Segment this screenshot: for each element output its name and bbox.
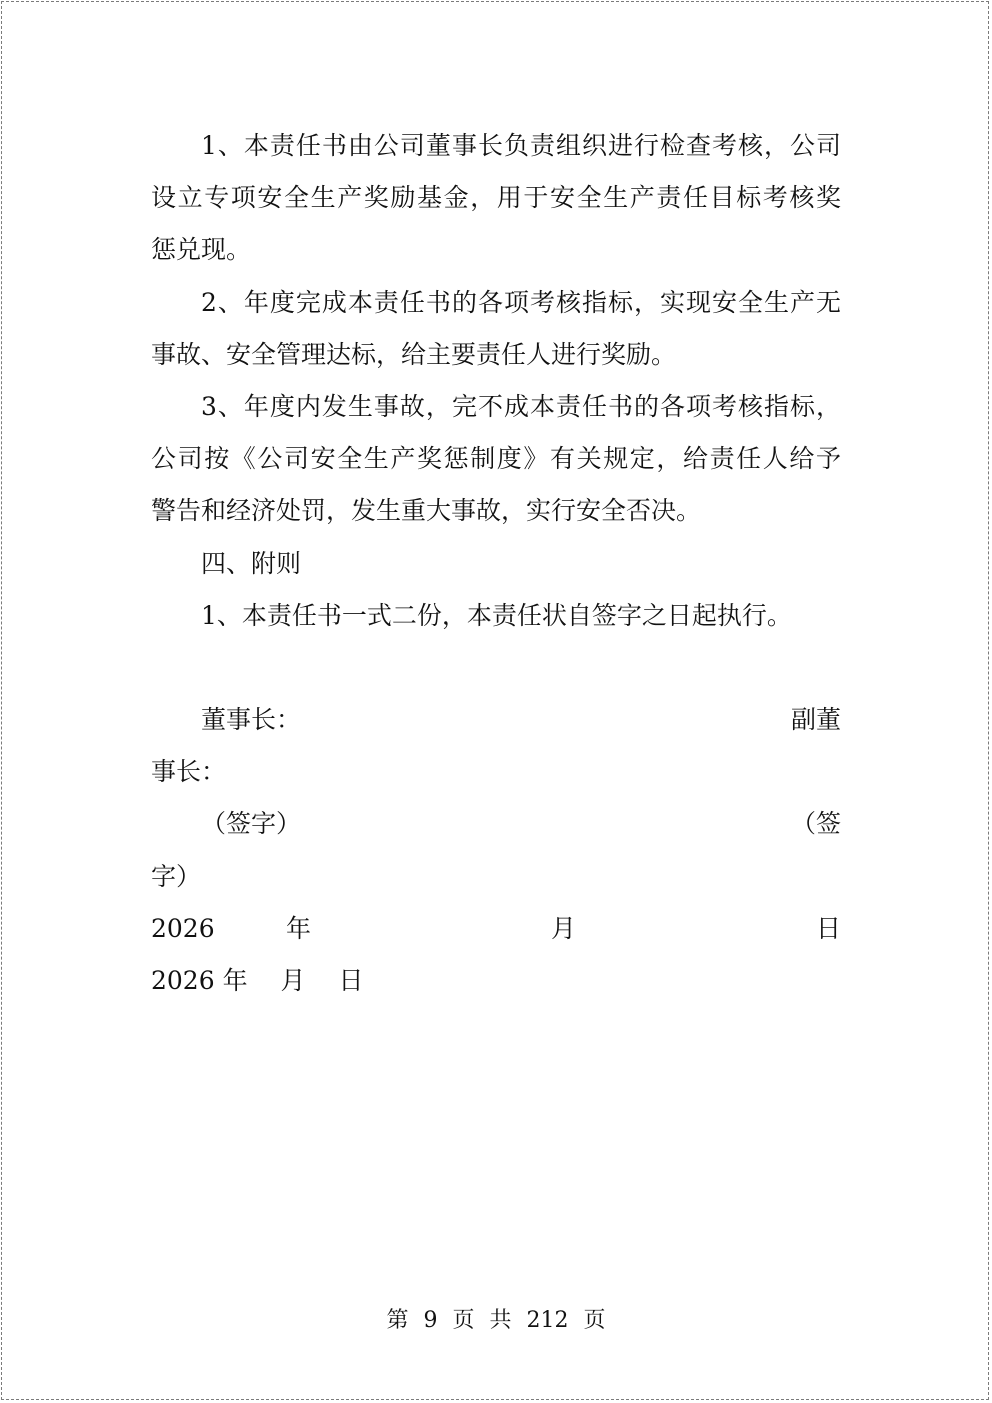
- sign-left: （签字）: [201, 809, 302, 839]
- document-body: [151, 120, 841, 1007]
- date-1-year-group: [151, 903, 311, 955]
- paragraph-2-line-1: 2、年度完成本责任书的各项考核指标，实现安全生产无: [201, 287, 841, 317]
- date-1-day-unit: 日: [815, 913, 841, 943]
- date-1-month-unit: 月: [550, 913, 576, 943]
- paragraph-1-line-3: 惩兑现。: [151, 235, 252, 265]
- sign-right-part2: 字）: [151, 861, 202, 891]
- vice-chairman-label-part2: 事长：: [151, 757, 227, 787]
- paragraph-3-line-3: 警告和经济处罚，发生重大事故，实行安全否决。: [151, 496, 702, 526]
- paragraph-3-line-1: 3、年度内发生事故，完不成本责任书的各项考核指标，: [201, 391, 841, 421]
- paragraph-2-line-2: 事故、安全管理达标，给主要责任人进行奖励。: [151, 339, 677, 369]
- date-row-2: 2026 年 月 日: [151, 966, 364, 995]
- paragraph-3-line-2: 公司按《公司安全生产奖惩制度》有关规定，给责任人给予: [151, 444, 841, 474]
- section-heading: 四、附则: [201, 548, 302, 578]
- chairman-label: 董事长：: [201, 705, 302, 735]
- paragraph-1-line-1: 1、本责任书由公司董事长负责组织进行检查考核，公司: [201, 131, 841, 160]
- page-footer: 第 9 页 共 212 页: [386, 1308, 606, 1333]
- vice-chairman-label-part1: 副董: [790, 705, 841, 735]
- paragraph-1-line-2: 设立专项安全生产奖励基金，用于安全生产责任目标考核奖: [151, 183, 841, 213]
- appendix-item-1: 1、本责任书一式二份，本责任状自签字之日起执行。: [201, 600, 792, 630]
- date-row-1: [151, 903, 841, 955]
- date-1-year-unit: 年: [285, 913, 311, 943]
- signature-labels-row: [151, 694, 841, 746]
- blank-line: [151, 642, 841, 694]
- date-1-year: 2026: [151, 913, 215, 943]
- sign-right-part1: （签: [790, 809, 841, 839]
- signature-sign-row: [151, 798, 841, 850]
